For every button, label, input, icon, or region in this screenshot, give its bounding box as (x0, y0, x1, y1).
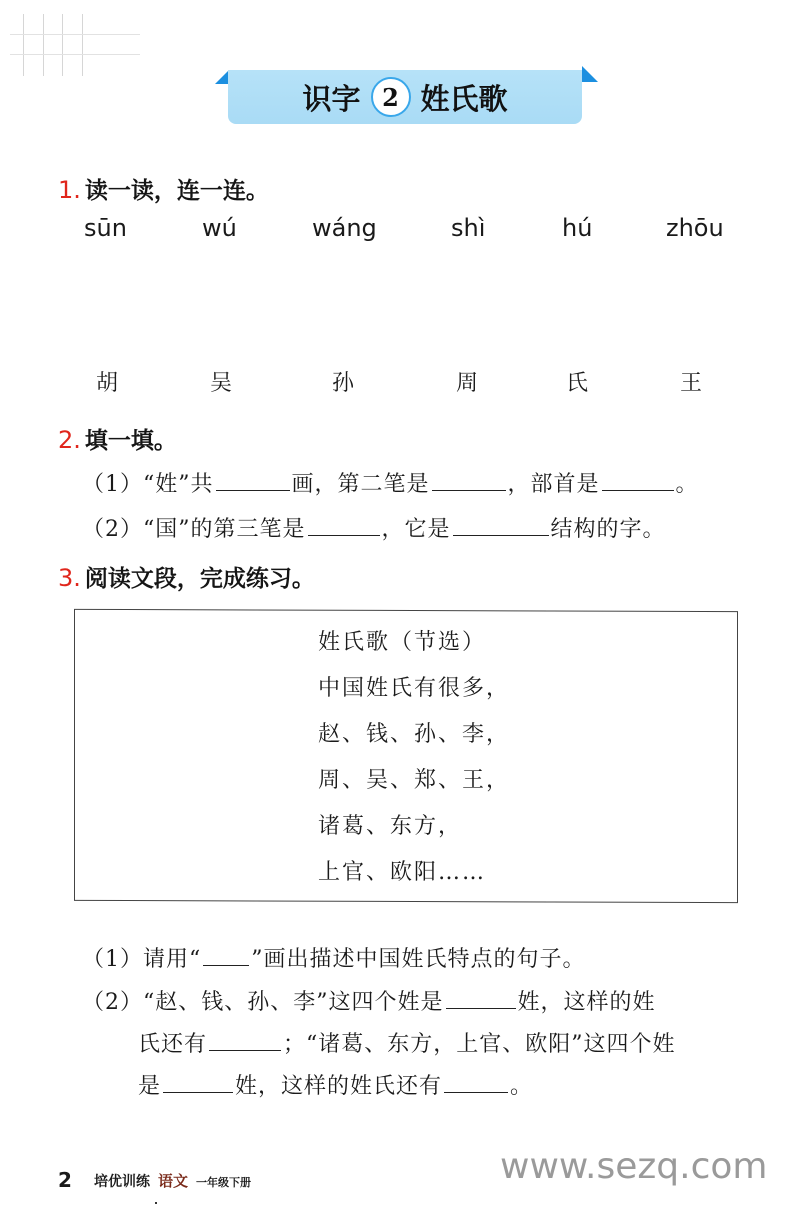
answer-blank[interactable] (216, 468, 290, 491)
poem-line[interactable]: 赵、钱、孙、李， (318, 722, 511, 747)
answer-blank[interactable] (163, 1070, 233, 1093)
poem-line[interactable]: 上官、欧阳…… (318, 860, 487, 885)
pinyin-row (84, 214, 744, 246)
character-row (84, 366, 744, 398)
question-2-heading (58, 422, 177, 455)
answer-blank[interactable] (444, 1070, 508, 1093)
book-series: 培优训练 (94, 1174, 150, 1190)
lesson-title-banner (228, 70, 582, 124)
book-subject: 语文 (158, 1172, 189, 1190)
q2-item-1: （1）“姓”共 画，第二笔是 ，部首是 。 (82, 467, 699, 498)
question-instruction: 阅读文段，完成练习。 (84, 566, 315, 592)
pinyin-item[interactable]: wáng (312, 214, 377, 242)
lesson-type: 识字 (302, 81, 361, 116)
poem-line[interactable]: 诸葛、东方， (318, 814, 463, 839)
character-item[interactable]: 王 (680, 371, 703, 396)
answer-blank[interactable] (602, 468, 674, 491)
pinyin-item[interactable]: wú (202, 214, 237, 242)
q3-sub-2-line-2: 氏还有 ；“诸葛、东方，上官、欧阳”这四个姓 (138, 1027, 676, 1058)
answer-blank[interactable] (446, 986, 516, 1009)
book-info (94, 1170, 251, 1191)
question-instruction: 填一填。 (84, 428, 177, 454)
answer-blank[interactable] (453, 513, 549, 536)
q3-sub-1: （1）请用“ ”画出描述中国姓氏特点的句子。 (82, 942, 586, 973)
watermark: www.sezq.com (500, 1146, 768, 1187)
answer-blank[interactable] (209, 1028, 281, 1051)
pinyin-item[interactable]: shì (451, 214, 486, 242)
character-item[interactable]: 胡 (96, 371, 119, 396)
poem-line[interactable]: 周、吴、郑、王， (318, 768, 511, 793)
question-1-heading (58, 172, 269, 205)
banner-fold-left (215, 70, 229, 84)
question-3-heading (58, 560, 315, 593)
underline-sample (203, 943, 249, 966)
q3-sub-2-line-1: （2）“赵、钱、孙、李”这四个姓是 姓，这样的姓 (82, 985, 656, 1016)
answer-blank[interactable] (432, 468, 506, 491)
character-item[interactable]: 吴 (210, 371, 233, 396)
character-item[interactable]: 孙 (332, 371, 355, 396)
character-item[interactable]: 周 (456, 371, 479, 396)
poem-line[interactable]: 中国姓氏有很多， (318, 676, 511, 701)
scan-bleed-lines (0, 0, 150, 80)
question-number: 1. (58, 176, 81, 204)
lesson-number-badge: 2 (371, 77, 411, 117)
q3-sub-2-line-3: 是 姓，这样的姓氏还有 。 (138, 1069, 533, 1100)
reading-passage (318, 626, 510, 902)
page-number: 2 (58, 1168, 72, 1192)
answer-blank[interactable] (308, 513, 380, 536)
question-number: 2. (58, 426, 81, 454)
book-grade: 一年级下册 (196, 1176, 252, 1189)
banner-fold-right (582, 66, 598, 82)
scan-speck (155, 1202, 157, 1204)
character-item[interactable]: 氏 (566, 371, 589, 396)
pinyin-item[interactable]: hú (562, 214, 593, 242)
pinyin-item[interactable]: zhōu (666, 214, 724, 242)
lesson-title: 姓氏歌 (420, 81, 508, 116)
pinyin-item[interactable]: sūn (84, 214, 127, 242)
poem-title: 姓氏歌（节选） (318, 630, 487, 655)
question-number: 3. (58, 564, 81, 592)
question-instruction: 读一读，连一连。 (84, 178, 269, 204)
q2-item-2: （2）“国”的第三笔是 ，它是 结构的字。 (82, 512, 666, 543)
